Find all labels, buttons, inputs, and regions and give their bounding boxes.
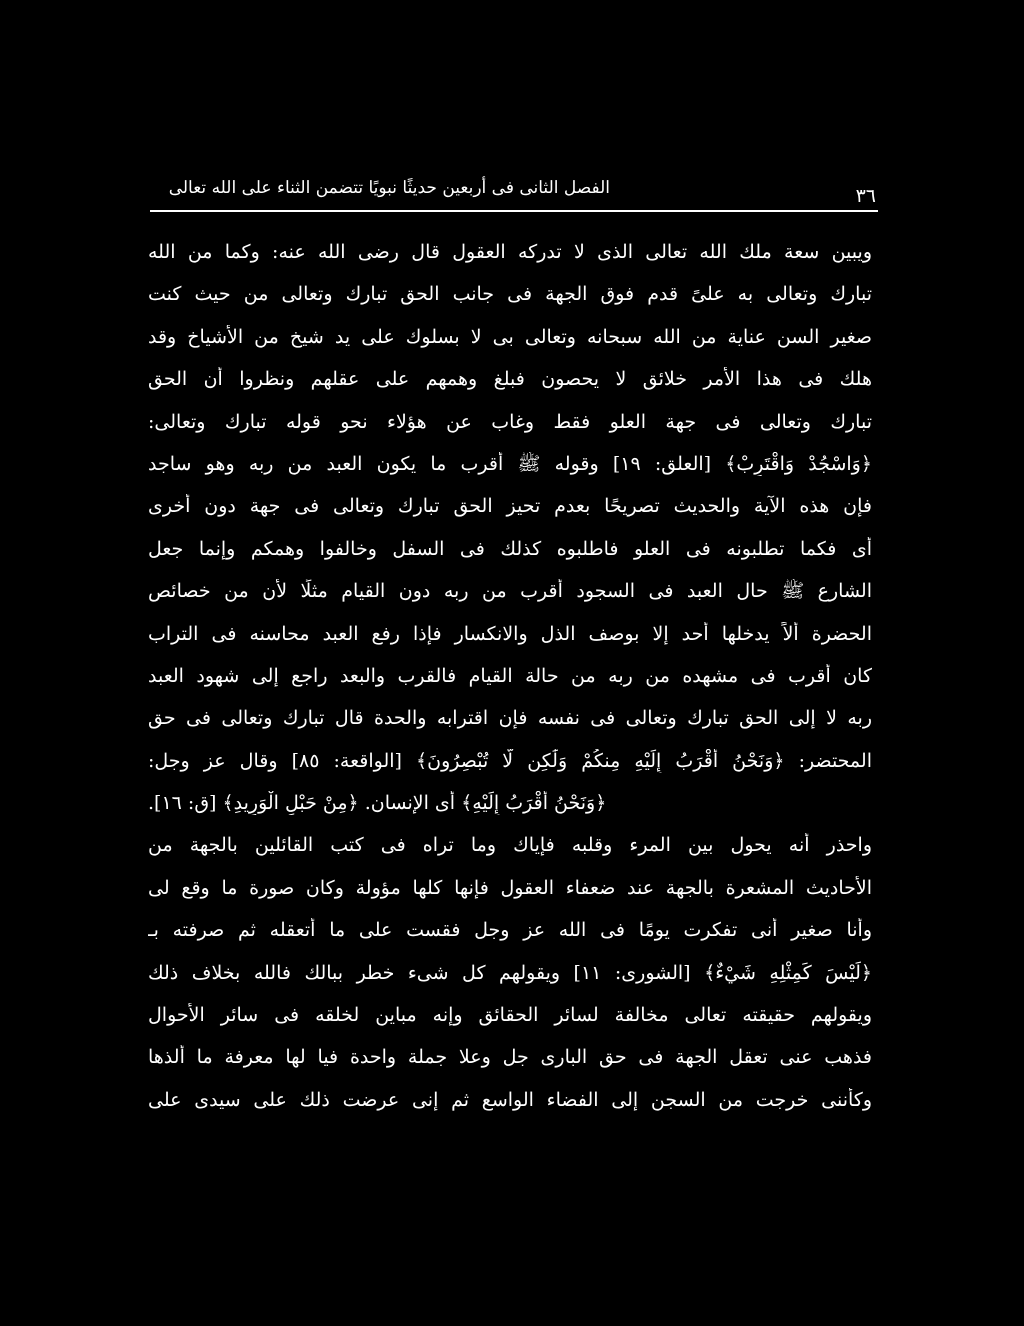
text-line: وأنا صغير أنى تفكرت يومًا فى الله عز وجل فقست على ما أتعقله ثم صرفته بـ	[148, 919, 872, 942]
text-line: ويبين سعة ملك الله تعالى الذى لا تدركه العقول قال رضى الله عنه: وكما من الله	[148, 241, 872, 263]
page-number: ٣٦	[855, 185, 876, 207]
text-line: ﴿وَنَحْنُ أَقْرَبُ إِلَيْهِ﴾ أى الإنسان. ﴿مِنْ حَبْلِ الْوَرِيدِ﴾ [ق: ١٦].	[148, 792, 607, 815]
text-line: وكأننى خرجت من السجن إلى الفضاء الواسع ثم إنى عرضت ذلك على سيدى على	[148, 1088, 872, 1111]
text-line: هلك فى هذا الأمر خلائق لا يحصون فبلغ وهمهم على عقلهم ونظروا أن الحق	[148, 368, 872, 391]
text-line: أى فكما تطلبونه فى العلو فاطلبوه كذلك فى السفل وخالفوا وهمكم وإنما جعل	[148, 537, 872, 560]
text-line: الشارع ﷺ حال العبد فى السجود أقرب من ربه دون القيام مثلًا لأن من خصائص	[148, 580, 872, 603]
text-line: فإن هذه الآية والحديث تصريحًا بعدم تحيز الحق تبارك وتعالى فى جهة دون أخرى	[148, 495, 872, 518]
text-line: ربه لا إلى الحق تبارك وتعالى فى نفسه فإن اقترابه والحدة قال تبارك وتعالى فى حق	[148, 707, 872, 730]
body-text	[148, 240, 872, 1130]
text-line: كان أقرب فى مشهده من ربه من حالة القيام فالقرب والبعد راجع إلى شهود العبد	[148, 664, 872, 687]
text-line: صغير السن عناية من الله سبحانه وتعالى بى لا بسلوك على يد شيخ من الأشياخ وقد	[148, 325, 872, 348]
text-line: ﴿وَاسْجُدْ وَاقْتَرِبْ﴾ [العلق: ١٩] وقوله ﷺ أقرب ما يكون العبد من ربه وهو ساجد	[148, 452, 872, 475]
text-line: الأحاديث المشعرة بالجهة عند ضعفاء العقول فإنها كلها مؤولة وكان صورة ما وقع لى	[148, 876, 872, 899]
text-line: ويقولهم حقيقته تعالى مخالفة لسائر الحقائق وإنه مباين لخلقه فى سائر الأحوال	[148, 1004, 872, 1027]
text-line: تبارك وتعالى به علىً قدم فوق الجهة فى جانب الحق تبارك وتعالى من حيث كنت	[148, 283, 872, 306]
chapter-title: الفصل الثانى فى أربعين حديثًا نبويًا تتضمن الثناء على الله تعالى	[168, 178, 610, 198]
text-line: الحضرة ألاً يدخلها أحد إلا بوصف الذل والانكسار فإذا رفع العبد محاسنه فى التراب	[148, 622, 872, 645]
text-line: تبارك وتعالى فى جهة العلو فقط وغاب عن هؤلاء نحو قوله تبارك وتعالى:	[148, 410, 872, 433]
text-line: المحتضر: ﴿وَنَحْنُ أَقْرَبُ إِلَيْهِ مِنكُمْ وَلَٰكِن لَّا تُبْصِرُونَ﴾ [الواقعة: ٨٥] وقال عز وجل:	[148, 749, 872, 772]
running-header	[150, 170, 876, 210]
text-line: ﴿لَيْسَ كَمِثْلِهِ شَيْءٌ﴾ [الشورى: ١١] ويقولهم كل شىء خطر ببالك فالله بخلاف ذلك	[148, 961, 872, 984]
text-line: واحذر أنه يحول بين المرء وقلبه فإياك وما تراه فى كتب القائلين بالجهة من	[148, 834, 872, 857]
text-line: فذهب عنى تعقل الجهة فى حق البارى جل وعلا جملة واحدة فيا لها معرفة ما ألذها	[148, 1046, 872, 1069]
header-rule	[150, 210, 878, 212]
